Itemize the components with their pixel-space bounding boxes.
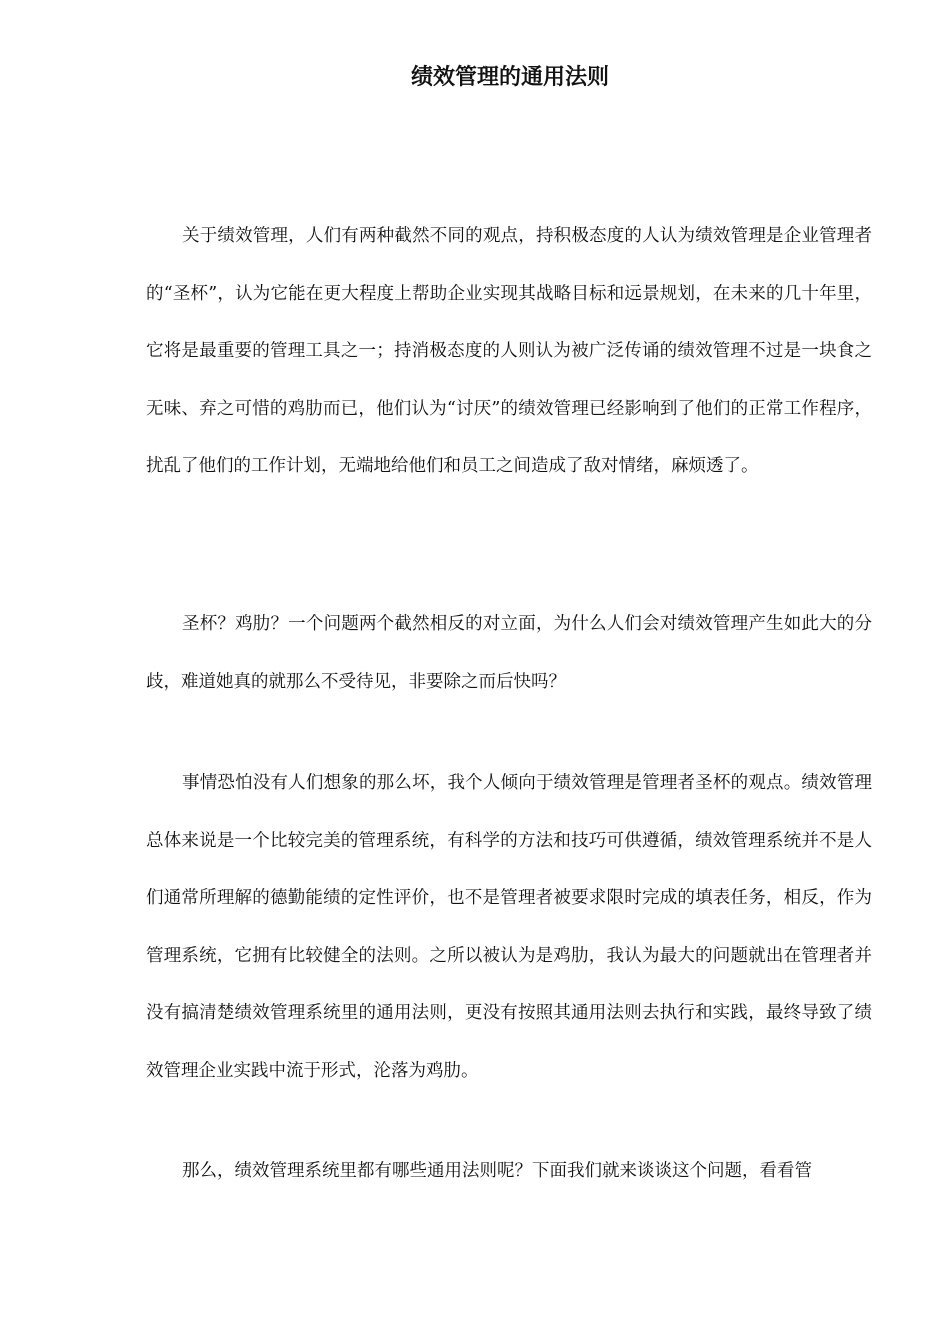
paragraph-1: 关于绩效管理，人们有两种截然不同的观点，持积极态度的人认为绩效管理是企业管理者的“圣杯”，认为它能在更大程度上帮助企业实现其战略目标和远景规划，在未来的几十年里，它将是最重要的管理工具之一；持消极态度的人则认为被广泛传诵的绩效管理不过是一块食之无味、弃之可惜的鸡肋而已，他们认为“讨厌”的绩效管理已经影响到了他们的正常工作程序，扰乱了他们的工作计划，无端地给他们和员工之间造成了敌对情绪，麻烦透了。 bbox=[146, 226, 872, 476]
paragraph-3: 事情恐怕没有人们想象的那么坏，我个人倾向于绩效管理是管理者圣杯的观点。绩效管理总体来说是一个比较完美的管理系统，有科学的方法和技巧可供遵循，绩效管理系统并不是人们通常所理解的德勤能绩的定性评价，也不是管理者被要求限时完成的填表任务，相反，作为管理系统，它拥有比较健全的法则。之所以被认为是鸡肋，我认为最大的问题就出在管理者并没有搞清楚绩效管理系统里的通用法则，更没有按照其通用法则去执行和实践，最终导致了绩效管理企业实践中流于形式，沦落为鸡肋。 bbox=[146, 773, 872, 1081]
paragraph-4: 那么，绩效管理系统里都有哪些通用法则呢？下面我们就来谈谈这个问题，看看管 bbox=[182, 1161, 812, 1181]
document-title: 绩效管理的通用法则 bbox=[410, 64, 609, 90]
paragraph-2: 圣杯？鸡肋？一个问题两个截然相反的对立面，为什么人们会对绩效管理产生如此大的分歧，难道她真的就那么不受待见，非要除之而后快吗？ bbox=[146, 614, 872, 692]
